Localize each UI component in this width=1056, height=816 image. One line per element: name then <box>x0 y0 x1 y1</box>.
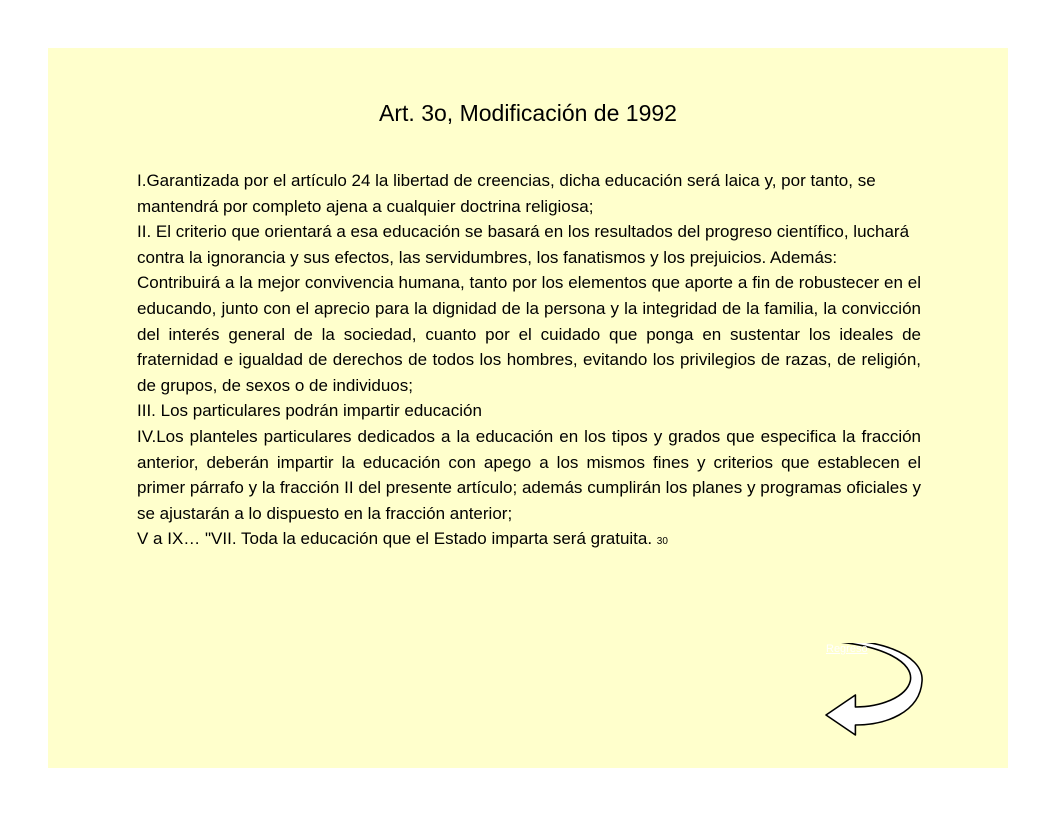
paragraph-fraction-v-ix <box>137 526 921 555</box>
paragraph-fraction-i: I.Garantizada por el artículo 24 la libertad de creencias, dicha educación será laica y, por tanto, se mantendrá por completo ajena a cualquier doctrina religiosa; <box>137 171 876 216</box>
slide <box>48 48 1008 768</box>
paragraph-fraction-iii: III. Los particulares podrán impartir educación <box>137 401 482 421</box>
footnote-number: 30 <box>656 536 668 548</box>
paragraph-fraction-iv: IV.Los planteles particulares dedicados a la educación en los tipos y grados que especifica la fracción anterior, deberán impartir la educación con apego a los mismos fines y criterios que establecen el primer párrafo y la fracción II del presente artículo; además cumplirán los planes y programas oficiales y se ajustarán a lo dispuesto en la fracción anterior; <box>137 426 921 523</box>
paragraph-fraction-v-ix-text: V a IX… "VII. Toda la educación que el Estado imparta será gratuita. <box>137 529 657 549</box>
paragraph-fraction-ii: II. El criterio que orientará a esa educación se basará en los resultados del progreso científico, luchará contra la ignorancia y sus efectos, las servidumbres, los fanatismos y los prejuicios. Además: <box>137 222 910 267</box>
article-body <box>137 168 921 555</box>
paragraph-convivencia: Contribuirá a la mejor convivencia humana, tanto por los elementos que aporte a fin de robustecer en el educando, junto con el aprecio para la dignidad de la persona y la integridad de la familia, la convicción del interés general de la sociedad, cuanto por el cuidado que ponga en sustentar los ideales de fraternidad e igualdad de derechos de todos los hombres, evitando los privilegios de razas, de religión, de grupos, de sexos o de individuos; <box>137 273 921 395</box>
back-link-label[interactable]: Regreso <box>826 643 868 655</box>
curved-back-arrow-icon <box>824 643 928 739</box>
back-button[interactable] <box>824 643 928 739</box>
slide-title: Art. 3o, Modificación de 1992 <box>379 100 677 126</box>
